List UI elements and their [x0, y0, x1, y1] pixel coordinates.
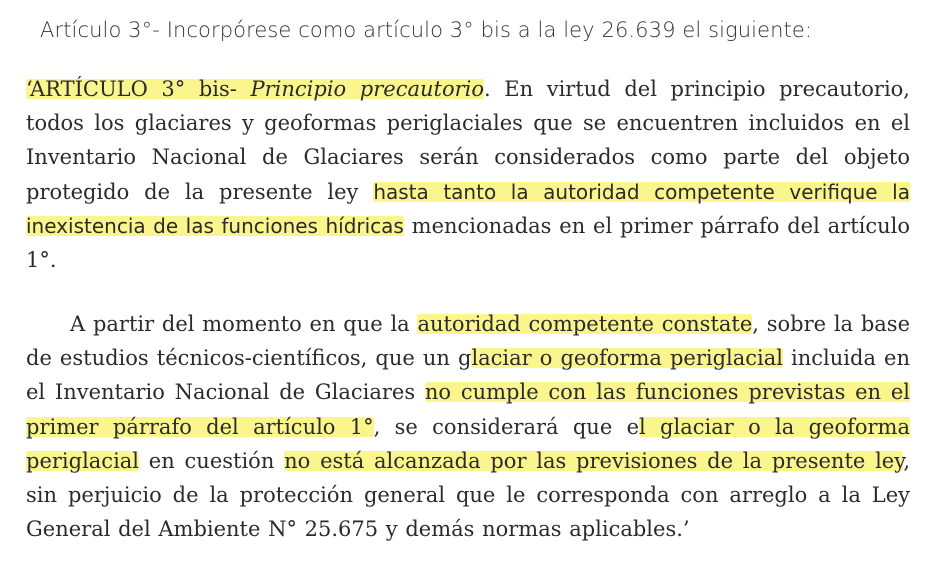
article-title: Principio precautorio [250, 77, 484, 101]
paragraph-second [26, 307, 910, 546]
paragraph-text: A partir del momento en que la [70, 312, 418, 336]
highlight-text: hasta tanto la autoridad competente verifique la inexistencia de las funciones hídricas [26, 179, 910, 238]
paragraph-text: , se considerará que e [373, 414, 640, 439]
paragraph-text: , sobre la base de estudios técnicos-científicos, que un g [26, 312, 910, 371]
paragraph-article-3-bis [26, 72, 910, 277]
highlight-article-heading [26, 77, 484, 101]
highlight-text: l glaciar o la geoforma periglacial [26, 414, 910, 473]
paragraph-text: incluida en el Inventario Nacional de Glaciares [26, 346, 910, 405]
article-heading: ‘ARTÍCULO 3° bis- [26, 77, 251, 101]
highlight-text: laciar o geoforma periglacial [471, 346, 783, 371]
article-intro: Artículo 3°- Incorpórese como artículo 3° bis a la ley 26.639 el siguiente: [40, 18, 813, 42]
paragraph-text: mencionadas en el primer párrafo del artículo 1°. [26, 213, 910, 273]
highlight-text: autoridad competente constate [417, 312, 753, 336]
paragraph-text: . En virtud del principio precautorio, todos los glaciares y geoformas periglaciales que se encuentren incluidos en el Inventario Nacional de Glaciares serán considerados como parte del objeto protegido de la presente ley [26, 77, 910, 204]
paragraph-text: , sin perjuicio de la protección general que le corresponda con arreglo a la Ley General del Ambiente N° 25.675 y demás normas aplicables.’ [26, 448, 911, 542]
highlight-text: no cumple con las funciones previstas en el primer párrafo del artículo 1° [26, 380, 910, 439]
paragraph-text: en cuestión [139, 448, 285, 473]
highlight-text: no está alcanzada por las previsiones de la presente ley [284, 448, 904, 473]
